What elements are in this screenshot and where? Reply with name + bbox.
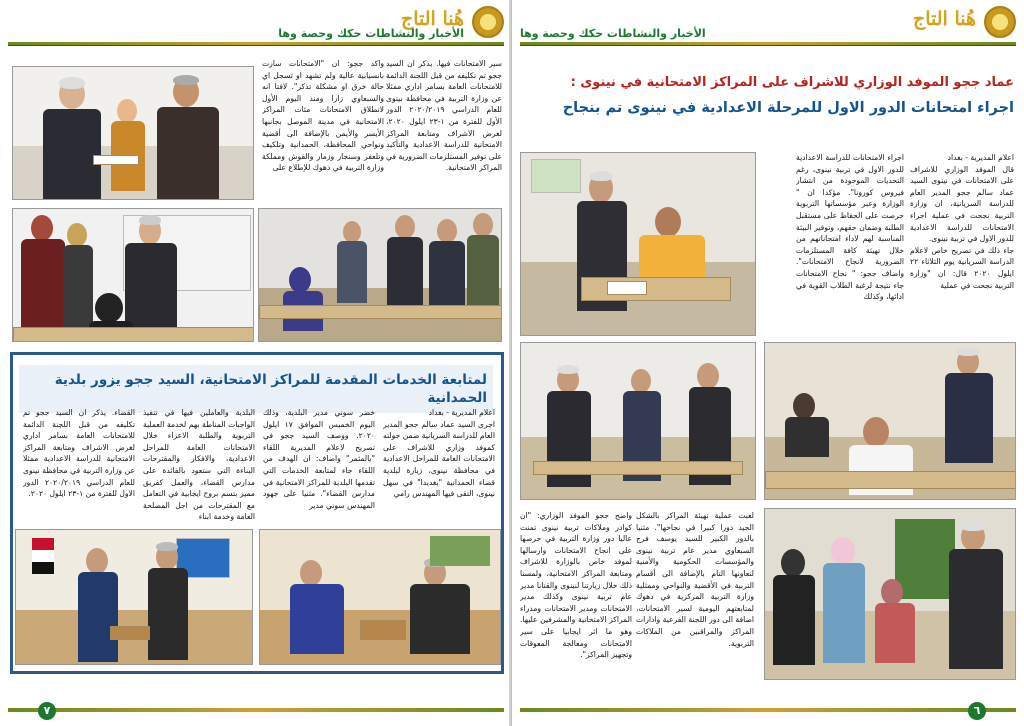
box-column-2: خضر سوني مدير البلدية، وذلك اليوم الخميس الموافق ١٧ ايلول ٢٠٢٠. ووصف السيد ججو في تصريح لاعلام المديرية اللقاء "بالمثمر" واضاف: ان الهدف من اللقاء جاء لمتابعة الخدمات التي تقدمها البلدية للمراكز الامتحانية في مدارس القضاء". مثنيا على جهود المهندس سوني مدير <box>263 408 375 510</box>
left-header <box>8 4 504 44</box>
article-headline: عماد ججو الموفد الوزاري للاشراف على المراكز الامتحانية في نينوى : <box>570 75 1014 90</box>
magazine-brand: هُنا التاج <box>912 8 976 30</box>
section-title: الأخبار والنشاطات حكك وحصة وها <box>278 27 464 40</box>
magazine-brand: هُنا التاج <box>400 8 464 30</box>
right-header <box>520 4 1016 44</box>
box-column-1: اعلام المديرية - بغداد اجرى السيد عماد سالم ججو المدير العام للدراسة السريانية ضمن جولته كموفد وزاري للاشراف على الامتحانات العامة للمراحل الاعدادية في محافظة نينوى، زيارة لبلدية قضاء الحمدانية "بغديدا" في سهل نينوى، التقى فيها المهندس رامي <box>383 408 495 499</box>
photo-student-exam <box>520 152 756 336</box>
article-column: اعلام المديرية - بغداد قال الموفد الوزاري للاشراف على الامتحانات في نينوى السيد عماد سالم ججو المدير العام للدراسة السريانية، ان وزارة التربية نجحت في عملية اجراء الامتحانات للدراسة الاعدادية للدور الاول في تربية نينوى. جاء ذلك في تصريح خاص لاعلام الدراسة السريانية يوم الثلاثاء ٢٢ ايلول ٢٠٢٠ قال: ان "وزارة التربية نجحت في عملية <box>910 153 1014 290</box>
emblem-icon <box>472 6 504 38</box>
news-box <box>10 352 504 674</box>
article-column: اجراء الامتحانات للدراسة الاعدادية للدور الاول في تربية نينوى، رغم التحديات الموجودة من انتشار فيروس كورونا". مؤكدا ان " الوزارة وعبر مؤسساتها التربوية حرصت على الحفاظ على مستقبل الطلبة وضمان حقهم، وتوفير البيئة المناسبة لهم لاداء امتحاناتهم من خلال تهيئة كافة المستلزمات الضرورية لانجاح الامتحانات". واضاف ججو: " نجاح الامتحانات جاء نتيجة لرغبة الطلاب القوية في ادائها، وكذلك <box>796 153 904 302</box>
article-column: لعبت عملية تهيئة المراكز بالشكل الجيد دورا كبيرا في نجاحها". مثنيا بالدور الكبير للسيد يوسف فرج السبعاوي مدير عام تربية نينوى والمؤسسات الحكومية والأمنية لتعاونها التام بالإضافة الى أقسام التربية في الأقضية والنواحي وممثلية وزارة التربية المركزية في دهوك لمتابعتهم اليومية لسير الامتحانات، اضافة الى دور اللجنة الفرعية وادارات المراكز والمراقبين من الملاكات التربوية. <box>636 511 754 648</box>
page-number: ٦ <box>968 702 986 720</box>
box-title: لمتابعة الخدمات المقدمة للمراكز الامتحانية، السيد ججو يزور بلدية الحمدانية <box>19 365 493 413</box>
photo-hall-walkthrough <box>520 342 756 500</box>
footer-rule <box>520 708 1016 712</box>
photo-handshake <box>12 66 254 200</box>
section-title: الأخبار والنشاطات حكك وحصة وها <box>520 27 706 40</box>
photo-exam-hall <box>258 208 502 342</box>
right-page <box>512 0 1024 726</box>
header-rule <box>8 42 504 46</box>
photo-meeting-office <box>15 529 253 665</box>
article-column: واضح ججو الموفد الوزاري: "ان كوادر وملاكات تربية نينوى تمنت عاليا دور وزارة التربية في حرصها على انجاح الامتحانات وارسالها لموفد خاص بالوزارة للاشراف ومتابعة المراكز الامتحانية، ولمسنا ذلك خلال زيارتنا لنينوى والقنانا مدير عام تربية نينوى وكذلك مدير الامتحانات ومدير الامتحانات ومدراء المراكز الامتحانية والمشرفين عليها. وهو ما اثر ايجابيا على سير الامتحانات ومعالجة المعوقات وتجهيز المراكز". <box>520 511 632 660</box>
photo-classroom-board <box>12 208 254 342</box>
photo-girls-exam <box>764 508 1016 680</box>
box-column-3: البلدية والعاملين فيها في تنفيذ الواجبات المناطة بهم لخدمة العملية التربوية والطلبة الاعزاء خلال الامتحانات العامة للمراحل الاعدادية، والافكار والمقترحات البناءة التي ستعود بالفائدة على مدارس القضاء، والعمل كفريق مميز بتسم بروح ايجابية في التعامل مع المقترحات من اجل المصلحة العامة وخدمة ابناء <box>143 408 255 522</box>
footer-rule <box>8 708 504 712</box>
box-column-4: القضاء. يذكر ان السيد ججو تم تكليفه من قبل اللجنة الدائمة للامتحانات العامة بسامر اداري لغرض الاشراف ومتابعة المراكز الامتحانية للدراسة الاعدادية ممثلا عن وزارة التربية في محافظة نينوى للعام الدراسي ٢٠٢٠/٢٠١٩ الدور الاول للفترة من ١-٢٣ ايلول ٢٠٢٠. <box>23 408 135 499</box>
emblem-icon <box>984 6 1016 38</box>
photo-students-masks <box>764 342 1016 500</box>
article-column: سير الامتحانات فيها. يذكر ان السيد ججو تم تكليفه من قبل اللجنة الدائمة للامتحانات العامة بسامر اداري ممثلا عن وزارة التربية في محافظة نينوى للعام الدراسي ٢٠٢٠/٢٠١٩ الدور الأول للفترة من ١-٢٣ ايلول ٢٠٢٠، لغرض الاشراف ومتابعة المراكز الامتحانية للدراسة الاعدادية والتأكيد على توفير المستلزمات الضرورية في المراكز الامتحانية. <box>386 59 502 173</box>
photo-meeting-seated <box>259 529 501 665</box>
page-number: ٧ <box>38 702 56 720</box>
article-subheadline: اجراء امتحانات الدور الاول للمرحلة الاعدادية في نينوى تم بنجاح <box>562 100 1014 116</box>
right-footer <box>520 702 1016 720</box>
article-column: واكد ججو: ان "الامتحانات سارت بانسيابية عالية ولم تشهد او تسجل اي حالة خرق او مشكلة تذكر". لافتا انه والسبعاوي زارا ومنذ اليوم الأول لانطلاق الامتحانات مئات المراكز الامتحانية في مدينة الموصل بجانبها الأيسر والأيمن بالإضافة الى أقضية ونواحي المحافظة، الحمدانية وتلكيف وتلعفر وسنجار وزمار والقوش ومملكة وزارة التربية في دهوك للإطلاع على <box>262 59 384 173</box>
left-footer <box>8 702 504 720</box>
header-rule <box>520 42 1016 46</box>
